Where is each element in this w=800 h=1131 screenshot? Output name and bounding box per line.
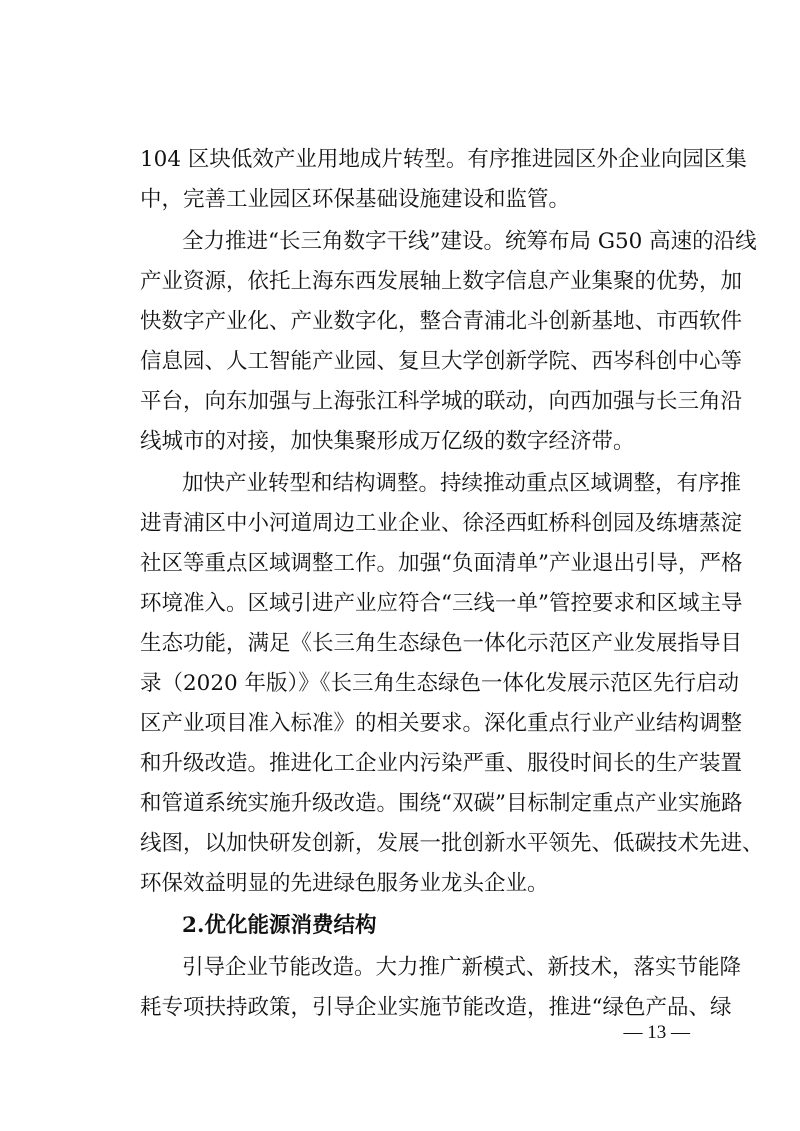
body-text-line: 耗专项扶持政策，引导企业实施节能改造，推进“绿色产品、绿	[140, 995, 732, 1020]
body-text-line: 加快产业转型和结构调整。持续推动重点区域调整，有序推	[182, 471, 742, 496]
page-number: — 13 —	[623, 1022, 690, 1043]
body-text-line: 全力推进“长三角数字干线”建设。统筹布局 G50 高速的沿线	[182, 229, 757, 254]
body-text-line: 引导企业节能改造。大力推广新模式、新技术，落实节能降	[182, 955, 742, 980]
body-text-line: 线图，以加快研发创新，发展一批创新水平领先、低碳技术先进、	[140, 831, 764, 856]
body-text-line: 和管道系统实施升级改造。围绕“双碳”目标制定重点产业实施路	[140, 791, 743, 816]
body-text-line: 进青浦区中小河道周边工业企业、徐泾西虹桥科创园及练塘蒸淀	[140, 511, 743, 536]
body-text-line: 社区等重点区域调整工作。加强“负面清单”产业退出引导，严格	[140, 551, 743, 576]
body-text-line: 线城市的对接，加快集聚形成万亿级的数字经济带。	[140, 429, 635, 454]
body-text-line: 环境准入。区域引进产业应符合“三线一单”管控要求和区域主导	[140, 591, 743, 616]
body-text-line: 录（2020 年版）》《长三角生态绿色一体化发展示范区先行启动	[140, 671, 740, 696]
body-text-line: 104 区块低效产业用地成片转型。有序推进园区外企业向园区集	[140, 147, 747, 172]
body-text-line: 产业资源，依托上海东西发展轴上数字信息产业集聚的优势，加	[140, 269, 743, 294]
body-text-line: 区产业项目准入标准》的相关要求。深化重点行业产业结构调整	[140, 711, 743, 736]
body-text-line: 信息园、人工智能产业园、复旦大学创新学院、西岑科创中心等	[140, 349, 743, 374]
body-text-line: 平台，向东加强与上海张江科学城的联动，向西加强与长三角沿	[140, 389, 743, 414]
body-text-line: 快数字产业化、产业数字化，整合青浦北斗创新基地、市西软件	[140, 309, 743, 334]
body-text-line: 中，完善工业园区环保基础设施建设和监管。	[140, 187, 571, 212]
body-text-line: 生态功能，满足《长三角生态绿色一体化示范区产业发展指导目	[140, 631, 743, 656]
section-heading: 2.优化能源消费结构	[182, 913, 377, 938]
body-text-line: 和升级改造。推进化工企业内污染严重、服役时间长的生产装置	[140, 751, 743, 776]
body-text-line: 环保效益明显的先进绿色服务业龙头企业。	[140, 871, 549, 896]
